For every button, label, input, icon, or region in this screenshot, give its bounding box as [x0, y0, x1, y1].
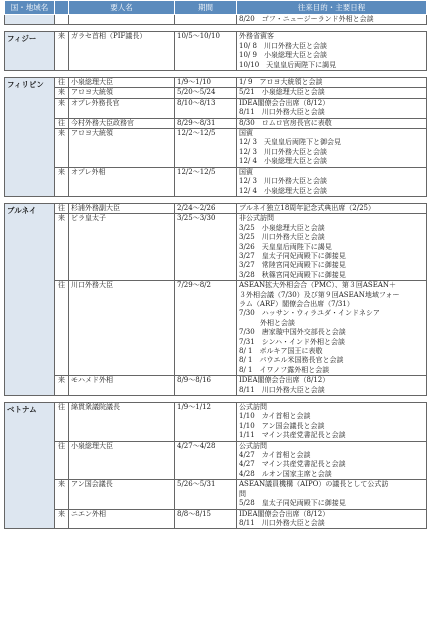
direction-cell: 来: [55, 88, 69, 98]
spacer-cell: [5, 396, 427, 403]
table-row: [5, 129, 427, 168]
purpose-line: 3/26 天皇皇后両陛下に謁見: [239, 242, 332, 251]
direction-cell: 来: [55, 98, 69, 118]
purpose-cell: [237, 376, 427, 396]
table-row: [5, 403, 427, 442]
direction-cell: 来: [55, 509, 69, 529]
period-cell: 8/29〜8/31: [175, 118, 237, 128]
purpose-cell: [237, 78, 427, 88]
table-row: [5, 281, 427, 376]
purpose-line: 5/21 小泉総理大臣と会談: [239, 88, 325, 97]
purpose-line: 8/ 1 ボルキア国王に表敬: [239, 347, 323, 355]
table-row: [5, 441, 427, 480]
country-cell: [5, 15, 55, 25]
person-cell: 小泉総理大臣: [69, 78, 175, 88]
purpose-cell: [237, 167, 427, 196]
purpose-cell: [237, 480, 427, 509]
purpose-line: 国賓: [239, 129, 253, 138]
purpose-line: 4/28 ルオン国家主席と会談: [239, 469, 332, 478]
section-spacer: [5, 196, 427, 203]
person-cell: オプレ外務長官: [69, 98, 175, 118]
purpose-line: 12/ 4 小泉総理大臣と会談: [239, 186, 327, 195]
person-cell: ガラセ首相（PIF議長）: [69, 32, 175, 71]
period-cell: 12/2〜12/5: [175, 129, 237, 168]
section-spacer: [5, 396, 427, 403]
person-cell: モハメド外相: [69, 376, 175, 396]
table-body: [5, 15, 427, 529]
purpose-line: 7/30 唐家璇中国外交部長と会談: [239, 328, 346, 337]
purpose-line: 3/28 秋篠宮同妃両殿下に御接見: [239, 270, 346, 279]
purpose-cell: [237, 32, 427, 71]
direction-cell: 往: [55, 118, 69, 128]
purpose-line: ASEAN拡大外相会合（PMC）、第３回ASEAN＋: [239, 281, 397, 290]
section-spacer: [5, 71, 427, 78]
period-cell: [175, 15, 237, 25]
header-country: 国・地域名: [5, 1, 55, 15]
purpose-line: 12/ 4 小泉総理大臣と会談: [239, 157, 327, 166]
purpose-line: 公式訪問: [239, 441, 267, 450]
purpose-line: 12/ 3 天皇皇后両陛下と御会見: [239, 138, 341, 147]
purpose-cell: [237, 118, 427, 128]
purpose-line: 国賓: [239, 167, 253, 176]
table-row: [5, 118, 427, 128]
purpose-line: IDEA閣僚会合出席（8/12）: [239, 509, 330, 518]
table-row: [5, 167, 427, 196]
person-cell: 今村外務大臣政務官: [69, 118, 175, 128]
person-cell: 川口外務大臣: [69, 281, 175, 376]
person-cell: [69, 15, 175, 25]
header-person: 要人名: [69, 1, 175, 15]
purpose-cell: [237, 509, 427, 529]
purpose-line: 外務省賓客: [239, 32, 274, 41]
table-header: [5, 1, 427, 15]
purpose-cell: [237, 88, 427, 98]
purpose-line: 1/ 9 アロヨ大統領と会談: [239, 78, 323, 87]
period-cell: 10/5〜10/10: [175, 32, 237, 71]
purpose-cell: [237, 214, 427, 281]
table-row: [5, 15, 427, 25]
table-row: [5, 78, 427, 88]
country-cell: フィジー: [5, 32, 55, 71]
table-row: [5, 509, 427, 529]
spacer-cell: [5, 25, 427, 32]
purpose-cell: [237, 403, 427, 442]
country-cell: フィリピン: [5, 78, 55, 197]
purpose-line: 1/11 マイン共産党書記長と会談: [239, 431, 346, 440]
purpose-line: 8/11 川口外務大臣と会談: [239, 108, 325, 117]
purpose-cell: [237, 203, 427, 213]
person-cell: アロヨ大統領: [69, 88, 175, 98]
period-cell: 3/25〜3/30: [175, 214, 237, 281]
direction-cell: 来: [55, 32, 69, 71]
purpose-line: ラム（ARF）閣僚会合出席（7/31）: [239, 299, 354, 308]
direction-cell: 往: [55, 281, 69, 376]
table-row: [5, 88, 427, 98]
purpose-cell: [237, 129, 427, 168]
table-row: [5, 98, 427, 118]
period-cell: 1/9〜1/12: [175, 403, 237, 442]
period-cell: 1/9〜1/10: [175, 78, 237, 88]
purpose-line: IDEA閣僚会合出席（8/12）: [239, 376, 330, 385]
spacer-cell: [5, 71, 427, 78]
period-cell: 8/10〜8/13: [175, 98, 237, 118]
purpose-line: 12/ 3 川口外務大臣と会談: [239, 177, 327, 186]
purpose-line: ASEAN議員機構（AIPO）の議長として公式訪: [239, 480, 389, 489]
purpose-cell: [237, 281, 427, 376]
purpose-cell: [237, 441, 427, 480]
person-cell: 杉浦外務副大臣: [69, 203, 175, 213]
period-cell: 4/27〜4/28: [175, 441, 237, 480]
purpose-line: 4/27 カイ首相と会談: [239, 451, 311, 460]
direction-cell: 往: [55, 78, 69, 88]
direction-cell: 往: [55, 203, 69, 213]
diplomatic-visits-table: [4, 0, 427, 529]
purpose-line: 10/10 天皇皇后両陛下に謁見: [239, 60, 337, 69]
table-row: [5, 376, 427, 396]
direction-cell: 来: [55, 480, 69, 509]
purpose-line: 1/10 カイ首相と会談: [239, 412, 311, 421]
table-row: [5, 480, 427, 509]
purpose-cell: [237, 15, 427, 25]
person-cell: アン国会議長: [69, 480, 175, 509]
header-purpose: 往来目的・主要日程: [237, 1, 427, 15]
purpose-line: 8/ 1 イワノフ露外相と会談: [239, 365, 330, 374]
purpose-line: 4/27 マイン共産党書記長と会談: [239, 460, 346, 469]
direction-cell: 来: [55, 376, 69, 396]
header-direction: [55, 1, 69, 15]
direction-cell: [55, 15, 69, 25]
section-spacer: [5, 25, 427, 32]
direction-cell: 往: [55, 403, 69, 442]
purpose-line: ブルネイ独立18周年記念式典出席（2/25）: [239, 203, 375, 212]
direction-cell: 来: [55, 167, 69, 196]
person-cell: オプレ外相: [69, 167, 175, 196]
purpose-line: 12/ 3 川口外務大臣と会談: [239, 147, 327, 156]
table-row: [5, 214, 427, 281]
table-row: [5, 32, 427, 71]
purpose-line: 外相と会談: [239, 318, 295, 327]
purpose-cell: [237, 98, 427, 118]
purpose-line: 10/ 9 小泉総理大臣と会談: [239, 51, 327, 60]
spacer-cell: [5, 196, 427, 203]
purpose-line: 非公式訪問: [239, 214, 274, 223]
person-cell: ニエン外相: [69, 509, 175, 529]
period-cell: 5/26〜5/31: [175, 480, 237, 509]
direction-cell: 来: [55, 129, 69, 168]
direction-cell: 往: [55, 441, 69, 480]
period-cell: 7/29〜8/2: [175, 281, 237, 376]
person-cell: 小泉総理大臣: [69, 441, 175, 480]
period-cell: 2/24〜2/26: [175, 203, 237, 213]
country-cell: ブルネイ: [5, 203, 55, 395]
purpose-line: 8/11 川口外務大臣と会談: [239, 385, 325, 394]
purpose-line: IDEA閣僚会合出席（8/12）: [239, 98, 330, 107]
purpose-line: ３外相会議（7/30）及び第９回ASEAN地域フォー: [239, 290, 400, 299]
country-cell: ベトナム: [5, 403, 55, 529]
purpose-line: 8/20 ゴフ・ニュージーランド外相と会談: [239, 15, 374, 23]
table-row: [5, 203, 427, 213]
period-cell: 5/20〜5/24: [175, 88, 237, 98]
purpose-line: 問: [239, 489, 246, 498]
purpose-line: 3/27 皇太子同妃両殿下に御接見: [239, 251, 346, 260]
person-cell: 綿貫衆議院議長: [69, 403, 175, 442]
purpose-line: 7/31 シンハ・インド外相と会談: [239, 337, 346, 346]
purpose-line: 8/30 ロムロ官房長官に表敬: [239, 118, 332, 127]
purpose-line: 3/25 小泉総理大臣と会談: [239, 223, 325, 232]
person-cell: アロヨ大統領: [69, 129, 175, 168]
period-cell: 8/9〜8/16: [175, 376, 237, 396]
purpose-line: 1/10 アン国会議長と会談: [239, 421, 325, 430]
purpose-line: 10/ 8 川口外務大臣と会談: [239, 41, 327, 50]
purpose-line: 3/25 川口外務大臣と会談: [239, 233, 325, 242]
purpose-line: 8/ 1 パウエル米国務長官と会談: [239, 356, 344, 365]
purpose-line: 8/11 川口外務大臣と会談: [239, 518, 325, 527]
header-period: 期間: [175, 1, 237, 15]
period-cell: 8/8〜8/15: [175, 509, 237, 529]
purpose-line: 5/28 皇太子同妃両殿下に御接見: [239, 499, 346, 508]
purpose-line: 公式訪問: [239, 403, 267, 412]
purpose-line: 7/30 ハッサン・ウィラユダ・インドネシア: [239, 309, 380, 318]
person-cell: ビラ皇太子: [69, 214, 175, 281]
purpose-line: 3/27 常陸宮同妃両殿下に御接見: [239, 261, 346, 270]
direction-cell: 来: [55, 214, 69, 281]
period-cell: 12/2〜12/5: [175, 167, 237, 196]
